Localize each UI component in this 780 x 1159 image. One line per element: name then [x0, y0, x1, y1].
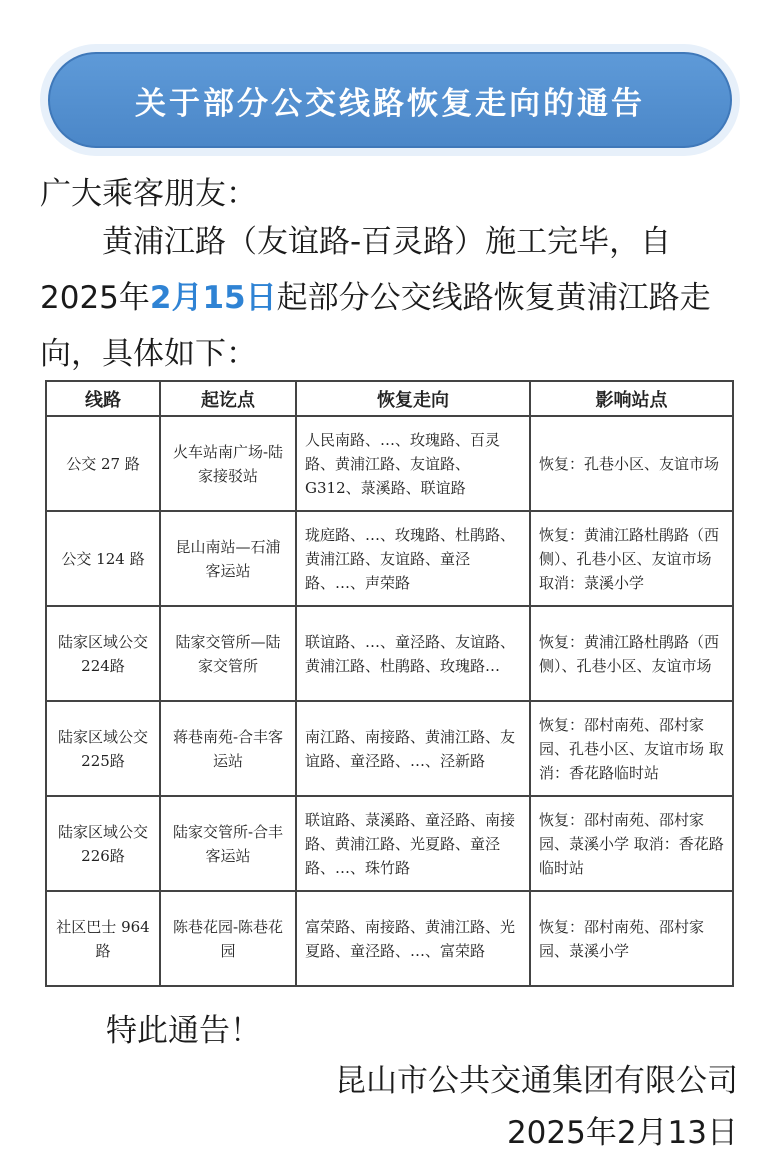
terminals-cell: 蒋巷南苑-合丰客运站 [160, 701, 296, 796]
highlight-date: 2月15日 [149, 280, 277, 316]
header-terminals: 起讫点 [160, 381, 296, 416]
direction-cell: 珑庭路、…、玫瑰路、杜鹃路、黄浦江路、友谊路、童泾路、…、声荣路 [296, 511, 530, 606]
route-cell: 陆家区域公交224路 [46, 606, 160, 701]
header-stations: 影响站点 [530, 381, 733, 416]
intro-paragraph [40, 214, 745, 382]
company-signature: 昆山市公共交通集团有限公司 [335, 1063, 738, 1099]
direction-cell: 富荣路、南接路、黄浦江路、光夏路、童泾路、…、富荣路 [296, 891, 530, 986]
stations-cell: 恢复：黄浦江路杜鹃路（西侧）、孔巷小区、友谊市场 [530, 606, 733, 701]
header-direction: 恢复走向 [296, 381, 530, 416]
greeting: 广大乘客朋友： [40, 176, 257, 212]
title-banner [40, 44, 740, 156]
stations-cell: 恢复：黄浦江路杜鹃路（西侧）、孔巷小区、友谊市场 取消：菉溪小学 [530, 511, 733, 606]
table-row [46, 416, 733, 511]
direction-cell: 联谊路、…、童泾路、友谊路、黄浦江路、杜鹃路、玫瑰路… [296, 606, 530, 701]
table-row [46, 796, 733, 891]
route-cell: 社区巴士 964 路 [46, 891, 160, 986]
table-header-row [46, 381, 733, 416]
direction-cell: 联谊路、菉溪路、童泾路、南接路、黄浦江路、光夏路、童泾路、…、珠竹路 [296, 796, 530, 891]
routes-table [45, 380, 734, 987]
stations-cell: 恢复：邵村南苑、邵村家园、菉溪小学 [530, 891, 733, 986]
table-row [46, 606, 733, 701]
intro-text-part1: 黄浦江路（友谊路-百灵路）施工完毕，自2025年 [40, 224, 672, 316]
stations-cell: 恢复：邵村南苑、邵村家园、孔巷小区、友谊市场 取消：香花路临时站 [530, 701, 733, 796]
terminals-cell: 陆家交管所—陆家交管所 [160, 606, 296, 701]
terminals-cell: 陈巷花园-陈巷花园 [160, 891, 296, 986]
header-route: 线路 [46, 381, 160, 416]
route-cell: 公交 27 路 [46, 416, 160, 511]
table-row [46, 511, 733, 606]
terminals-cell: 昆山南站—石浦客运站 [160, 511, 296, 606]
table-row [46, 701, 733, 796]
route-cell: 公交 124 路 [46, 511, 160, 606]
notice-title: 关于部分公交线路恢复走向的通告 [48, 52, 732, 148]
route-cell: 陆家区域公交225路 [46, 701, 160, 796]
terminals-cell: 火车站南广场-陆家接驳站 [160, 416, 296, 511]
route-cell: 陆家区域公交226路 [46, 796, 160, 891]
table-row [46, 891, 733, 986]
stations-cell: 恢复：孔巷小区、友谊市场 [530, 416, 733, 511]
closing-remark: 特此通告！ [106, 1013, 261, 1049]
direction-cell: 南江路、南接路、黄浦江路、友谊路、童泾路、…、泾新路 [296, 701, 530, 796]
stations-cell: 恢复：邵村南苑、邵村家园、菉溪小学 取消：香花路临时站 [530, 796, 733, 891]
terminals-cell: 陆家交管所-合丰客运站 [160, 796, 296, 891]
signature-date: 2025年2月13日 [506, 1115, 738, 1151]
intro-text-part2: 起部分公交线路恢复黄浦江路走向，具体如下： [40, 280, 711, 372]
direction-cell: 人民南路、…、玫瑰路、百灵路、黄浦江路、友谊路、G312、菉溪路、联谊路 [296, 416, 530, 511]
